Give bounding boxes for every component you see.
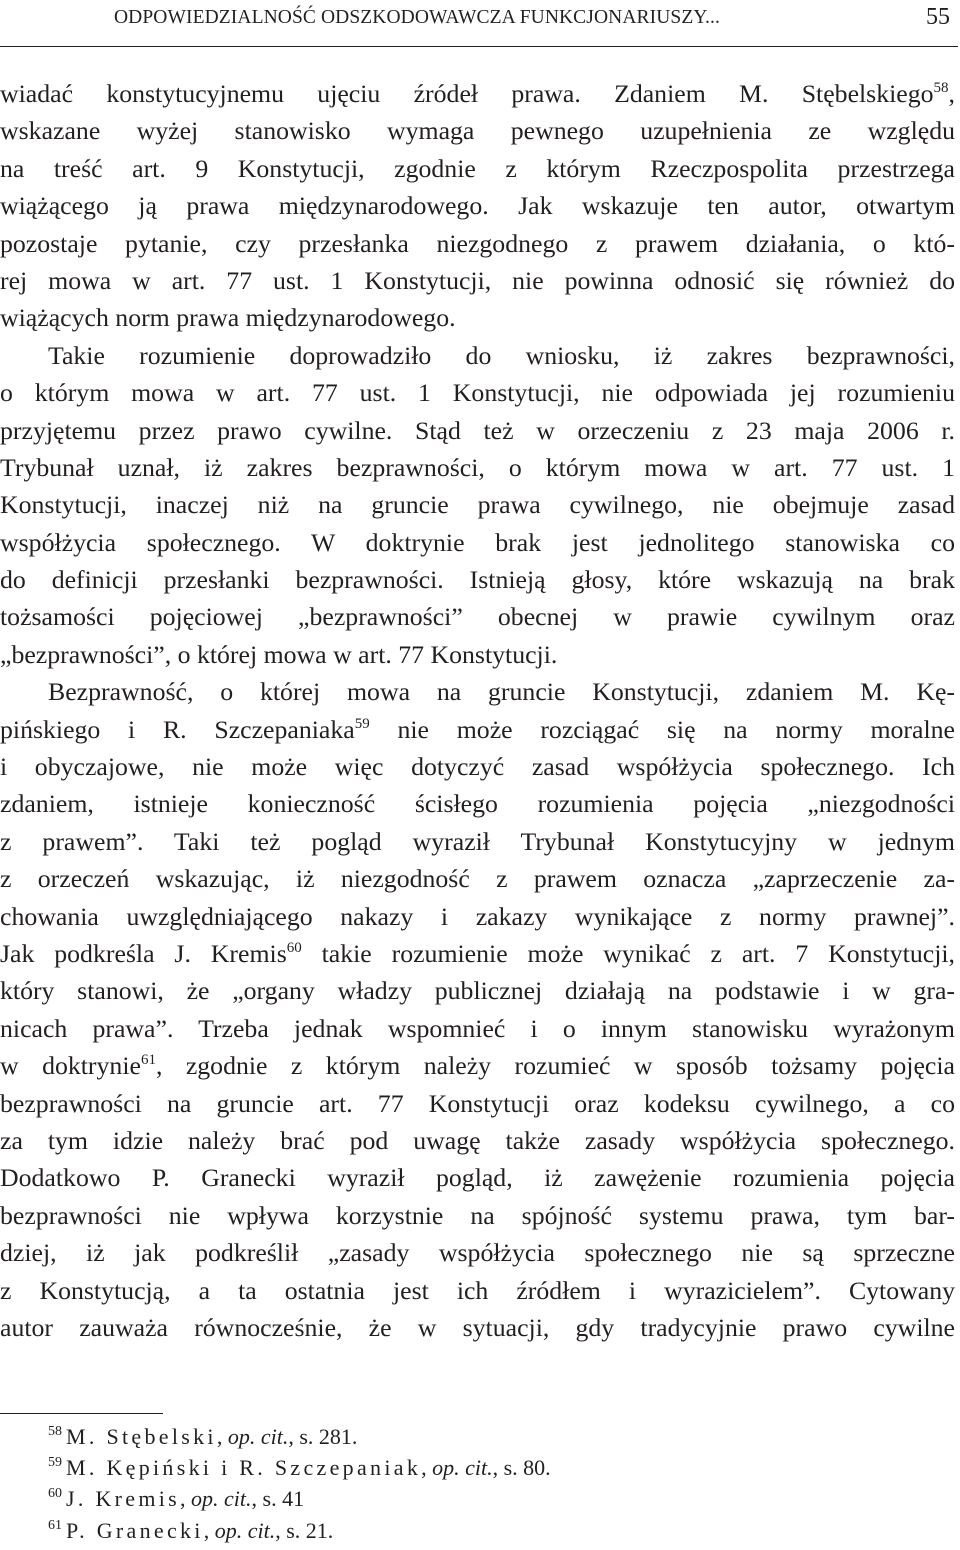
- text-line: wiążącego ją prawa międzynarodowego. Jak wskazuje ten autor, otwartym: [0, 191, 955, 221]
- footnote-ref: 58: [933, 80, 949, 96]
- footnote-ref-text: op. cit.: [191, 1486, 252, 1512]
- text-segment: takie rozumienie może wynikać z art. 7 Konstytucji,: [301, 938, 955, 968]
- footnote-ref-text: op. cit.: [214, 1517, 276, 1543]
- text-line: [0, 711, 955, 748]
- text-segment: ,: [948, 79, 955, 108]
- text-line: przyjętemu przez prawo cywilne. Stąd też w orzeczeniu z 23 maja 2006 r.: [0, 415, 955, 445]
- text-line: Dodatkowo P. Granecki wyraził pogląd, iż zawężenie rozumienia pojęcia: [0, 1163, 955, 1193]
- text-line: bezprawności na gruncie art. 77 Konstytucji oraz kodeksu cywilnego, a co: [0, 1088, 955, 1118]
- footnotes: [48, 1421, 551, 1546]
- footnote-ref: 59: [354, 715, 370, 732]
- footnote: $^{61}$ P. Granecki, op. cit., s. 21.: [48, 1517, 334, 1543]
- text-line: wiążących norm prawa międzynarodowego.: [0, 303, 456, 333]
- text-line: który stanowi, że „organy władzy publicznej działają na podstawie i w gra-: [0, 976, 955, 1006]
- text-line: Trybunał uznał, iż zakres bezprawności, o którym mowa w art. 77 ust. 1: [0, 452, 955, 482]
- footnote-ref: 60: [286, 939, 302, 956]
- text-line: z Konstytucją, a ta ostatnia jest ich źródłem i wyrazicielem”. Cytowany: [0, 1275, 955, 1305]
- text-line: do definicji przesłanki bezprawności. Istnieją głosy, które wskazują na brak: [0, 565, 955, 595]
- text-line: pozostaje pytanie, czy przesłanka niezgodnego z prawem działania, o któ-: [0, 228, 955, 258]
- text-line: bezprawności nie wpływa korzystnie na spójność systemu prawa, tym bar-: [0, 1200, 955, 1230]
- footnote-pages: , s. 281.: [288, 1424, 358, 1449]
- text-segment: Jak podkreśla J. Kremis: [0, 938, 287, 968]
- text-line: za tym idzie należy brać pod uwagę także zasady współżycia społecznego.: [0, 1125, 955, 1155]
- text-line: z prawem”. Taki też pogląd wyraził Trybunał Konstytucyjny w jednym: [0, 826, 955, 856]
- footnote-pages: , s. 21.: [275, 1517, 334, 1543]
- footnote-author: P. Granecki: [66, 1517, 204, 1543]
- text-line: Bezprawność, o której mowa na gruncie Konstytucji, zdaniem M. Kę-: [48, 677, 955, 707]
- page-number: 55: [926, 4, 950, 30]
- footnote-pages: , s. 41: [251, 1486, 305, 1512]
- text-line: [0, 935, 955, 972]
- footnote-author: M. Stębelski: [66, 1424, 217, 1449]
- footnote-number: 60: [48, 1486, 62, 1502]
- footnote-ref-text: op. cit.: [432, 1455, 493, 1481]
- text-line: i obyczajowe, nie może więc dotyczyć zasad współżycia społecznego. Ich: [0, 752, 955, 782]
- footnote: $^{58}$ M. Stębelski, op. cit., s. 281.: [48, 1424, 358, 1449]
- text-line: o którym mowa w art. 77 ust. 1 Konstytucji, nie odpowiada jej rozumieniu: [0, 378, 955, 408]
- text-line: tożsamości pojęciowej „bezprawności” obecnej w prawie cywilnym oraz: [0, 602, 955, 632]
- footnote-number: 58: [48, 1424, 62, 1439]
- footnote: $^{60}$ J. Kremis, op. cit., s. 41: [48, 1486, 305, 1512]
- footnote-number: 59: [48, 1455, 62, 1471]
- text-line: zdaniem, istnieje konieczność ścisłego rozumienia pojęcia „niezgodności: [0, 789, 955, 819]
- text-line: wskazane wyżej stanowisko wymaga pewnego uzupełnienia ze względu: [0, 116, 955, 146]
- footnote: $^{59}$ M. Kępiński i R. Szczepaniak, op. cit., s. 80.: [48, 1455, 551, 1481]
- footnote-pages: , s. 80.: [492, 1455, 551, 1481]
- text-line: Konstytucji, inaczej niż na gruncie prawa cywilnego, nie obejmuje zasad: [0, 490, 955, 520]
- text-line: [0, 1047, 955, 1084]
- footnote-author: M. Kępiński i R. Szczepaniak: [66, 1455, 422, 1481]
- body-text: [0, 75, 955, 1346]
- footnote-ref: 61: [140, 1052, 156, 1069]
- text-segment: nie może rozciągać się na normy moralne: [369, 714, 955, 744]
- text-line: autor zauważa równocześnie, że w sytuacji, gdy tradycyjnie prawo cywilne: [0, 1312, 955, 1342]
- text-segment: w doktrynie: [0, 1051, 141, 1081]
- text-line: z orzeczeń wskazując, iż niezgodność z prawem oznacza „zaprzeczenie za-: [0, 864, 955, 894]
- running-header: [0, 0, 960, 48]
- header-title: ODPOWIEDZIALNOŚĆ ODSZKODOWAWCZA FUNKCJONARIUSZY...: [114, 7, 720, 28]
- text-line: współżycia społecznego. W doktrynie brak jest jednolitego stanowiska co: [0, 527, 955, 557]
- footnote-author: J. Kremis: [66, 1486, 181, 1512]
- footnote-ref-text: op. cit.: [227, 1424, 289, 1449]
- footnote-number: 61: [48, 1517, 62, 1533]
- footnote-rule: [0, 1413, 163, 1414]
- text-line: [0, 75, 955, 112]
- text-line: dziej, iż jak podkreślił „zasady współżycia społecznego nie są sprzeczne: [0, 1238, 955, 1268]
- text-line: Takie rozumienie doprowadziło do wniosku, iż zakres bezprawności,: [48, 340, 955, 370]
- text-segment: pińskiego i R. Szczepaniaka: [0, 714, 355, 744]
- text-line: nicach prawa”. Trzeba jednak wspomnieć i o innym stanowisku wyrażonym: [0, 1013, 955, 1043]
- text-line: chowania uwzględniającego nakazy i zakazy wynikające z normy prawnej”.: [0, 901, 955, 931]
- text-line: rej mowa w art. 77 ust. 1 Konstytucji, nie powinna odnosić się również do: [0, 265, 955, 295]
- header-rule: [0, 46, 958, 47]
- text-segment: wiadać konstytucyjnemu ujęciu źródeł prawa. Zdaniem M. Stębelskiego: [0, 79, 934, 108]
- text-line: na treść art. 9 Konstytucji, zgodnie z którym Rzeczpospolita przestrzega: [0, 153, 955, 183]
- text-line: „bezprawności”, o której mowa w art. 77 Konstytucji.: [0, 639, 558, 669]
- text-segment: , zgodnie z którym należy rozumieć w sposób tożsamy pojęcia: [155, 1051, 955, 1081]
